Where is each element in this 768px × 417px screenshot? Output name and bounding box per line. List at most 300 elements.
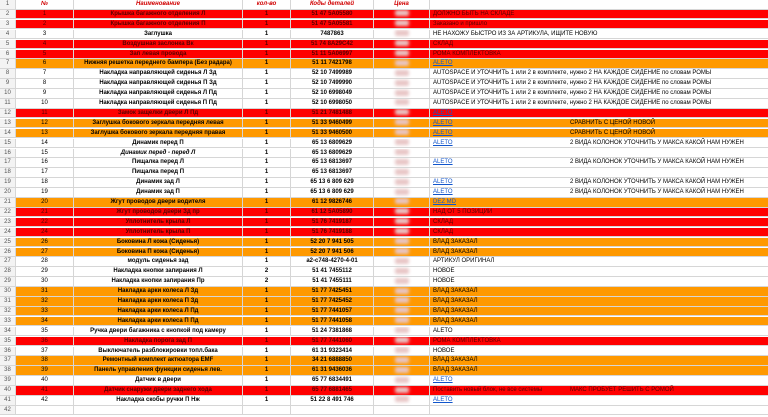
- cell-number[interactable]: 13: [16, 129, 74, 139]
- cell-price[interactable]: [374, 10, 430, 20]
- row-number[interactable]: 20: [0, 188, 16, 198]
- cell-name[interactable]: Накладка арки колеса Л Пд: [74, 307, 243, 317]
- row-number[interactable]: 14: [0, 129, 16, 139]
- cell-qty[interactable]: 1: [243, 99, 291, 109]
- cell-price[interactable]: [374, 149, 430, 159]
- cell-note[interactable]: [430, 119, 768, 129]
- cell-number[interactable]: 33: [16, 307, 74, 317]
- cell-name[interactable]: Накладка арки колеса Л Зд: [74, 287, 243, 297]
- cell-note[interactable]: [430, 89, 768, 99]
- cell-code[interactable]: 52 20 7 941 506: [291, 248, 374, 258]
- cell-number[interactable]: 31: [16, 287, 74, 297]
- cell-code[interactable]: 61 12 5A05890: [291, 208, 374, 218]
- cell-code[interactable]: 51 47 5A05581: [291, 20, 374, 30]
- cell-code[interactable]: 52 20 7 941 505: [291, 238, 374, 248]
- cell-qty[interactable]: 1: [243, 317, 291, 327]
- cell-number[interactable]: 14: [16, 139, 74, 149]
- cell-code[interactable]: 52 10 6998050: [291, 99, 374, 109]
- row-number[interactable]: 21: [0, 198, 16, 208]
- cell-code[interactable]: 51 77 7425451: [291, 287, 374, 297]
- cell-number[interactable]: 5: [16, 50, 74, 60]
- cell-note[interactable]: [430, 69, 768, 79]
- row-number[interactable]: 31: [0, 297, 16, 307]
- cell-price[interactable]: [374, 119, 430, 129]
- cell-number[interactable]: 29: [16, 267, 74, 277]
- cell-name[interactable]: Накладка направляющей сиденья П Зд: [74, 79, 243, 89]
- row-number[interactable]: 29: [0, 277, 16, 287]
- cell-code[interactable]: 51 33 9460499: [291, 119, 374, 129]
- cell-number[interactable]: 24: [16, 228, 74, 238]
- cell-number[interactable]: 12: [16, 119, 74, 129]
- cell-qty[interactable]: 1: [243, 347, 291, 357]
- cell-number[interactable]: 26: [16, 238, 74, 248]
- cell-number[interactable]: 4: [16, 40, 74, 50]
- cell-number[interactable]: 22: [16, 218, 74, 228]
- cell-name[interactable]: Накладка направляющей сиденья П Пд: [74, 99, 243, 109]
- row-number[interactable]: 11: [0, 99, 16, 109]
- cell-price[interactable]: [374, 139, 430, 149]
- cell-number[interactable]: 3: [16, 30, 74, 40]
- cell-qty[interactable]: 1: [243, 327, 291, 337]
- cell-number[interactable]: 6: [16, 59, 74, 69]
- cell-price[interactable]: [374, 188, 430, 198]
- cell-code[interactable]: 34 21 6888850: [291, 356, 374, 366]
- cell-qty[interactable]: 1: [243, 307, 291, 317]
- cell-name[interactable]: Воздушная заслонка Вк: [74, 40, 243, 50]
- row-number[interactable]: 26: [0, 248, 16, 258]
- cell-note[interactable]: [430, 59, 768, 69]
- note-link[interactable]: ALETO: [433, 60, 453, 67]
- cell-number[interactable]: 40: [16, 376, 74, 386]
- cell-code[interactable]: 51 33 9460500: [291, 129, 374, 139]
- cell-note[interactable]: [430, 366, 768, 376]
- cell-price[interactable]: [374, 30, 430, 40]
- cell-number[interactable]: 32: [16, 297, 74, 307]
- row-number[interactable]: 19: [0, 178, 16, 188]
- note-link[interactable]: ALETO: [433, 109, 453, 116]
- cell-price[interactable]: [374, 50, 430, 60]
- cell-price[interactable]: [374, 257, 430, 267]
- cell-number[interactable]: 19: [16, 188, 74, 198]
- cell-code[interactable]: 65 13 6809629: [291, 139, 374, 149]
- cell-note[interactable]: [430, 50, 768, 60]
- cell-qty[interactable]: 1: [243, 366, 291, 376]
- row-number[interactable]: 37: [0, 356, 16, 366]
- cell-number[interactable]: 28: [16, 257, 74, 267]
- cell-qty[interactable]: 1: [243, 158, 291, 168]
- cell-price[interactable]: [374, 158, 430, 168]
- cell-name[interactable]: Накладка кнопки запирания Л: [74, 267, 243, 277]
- cell-name[interactable]: Ремонтный комплект актюатора EMF: [74, 356, 243, 366]
- cell-code[interactable]: 51 74 8A29C42: [291, 40, 374, 50]
- cell-name[interactable]: Датчик в двери: [74, 376, 243, 386]
- row-number[interactable]: 40: [0, 386, 16, 396]
- cell-number[interactable]: 2: [16, 20, 74, 30]
- cell-code[interactable]: 61 31 9323414: [291, 347, 374, 357]
- cell-note[interactable]: [430, 307, 768, 317]
- cell-price[interactable]: [374, 396, 430, 406]
- cell-name[interactable]: Накладка направляющей сиденья Л Зд: [74, 69, 243, 79]
- cell-price[interactable]: [374, 297, 430, 307]
- cell-number[interactable]: 8: [16, 79, 74, 89]
- cell-number[interactable]: [16, 406, 74, 416]
- cell-note[interactable]: [430, 218, 768, 228]
- row-number[interactable]: 10: [0, 89, 16, 99]
- cell-name[interactable]: Боковина Л кожа (Сиденья): [74, 238, 243, 248]
- cell-name[interactable]: Пищалка перед Л: [74, 158, 243, 168]
- cell-price[interactable]: [374, 238, 430, 248]
- cell-qty[interactable]: 1: [243, 10, 291, 20]
- cell-qty[interactable]: 1: [243, 228, 291, 238]
- cell-qty[interactable]: 2: [243, 267, 291, 277]
- cell-note[interactable]: [430, 396, 768, 406]
- cell-note[interactable]: [430, 158, 768, 168]
- cell-price[interactable]: [374, 347, 430, 357]
- cell-note[interactable]: [430, 40, 768, 50]
- cell-name[interactable]: Накладка порога зад П: [74, 337, 243, 347]
- cell-qty[interactable]: 1: [243, 79, 291, 89]
- cell-qty[interactable]: 1: [243, 386, 291, 396]
- cell-qty[interactable]: 1: [243, 129, 291, 139]
- cell-number[interactable]: 1: [16, 10, 74, 20]
- cell-note[interactable]: [430, 257, 768, 267]
- cell-name[interactable]: Динамик перед - перед Л: [74, 149, 243, 159]
- cell-code[interactable]: 65 13 6813697: [291, 158, 374, 168]
- cell-qty[interactable]: 1: [243, 59, 291, 69]
- cell-code[interactable]: 51 77 7425452: [291, 297, 374, 307]
- cell-note[interactable]: [430, 188, 768, 198]
- cell-note[interactable]: [430, 337, 768, 347]
- cell-name[interactable]: Жгут проводов двери Зд пр: [74, 208, 243, 218]
- cell-number[interactable]: 35: [16, 327, 74, 337]
- row-number[interactable]: 23: [0, 218, 16, 228]
- cell-number[interactable]: 18: [16, 178, 74, 188]
- cell-price[interactable]: [374, 40, 430, 50]
- cell-code[interactable]: 51 11 7421798: [291, 59, 374, 69]
- cell-qty[interactable]: 1: [243, 119, 291, 129]
- cell-price[interactable]: [374, 208, 430, 218]
- cell-qty[interactable]: 1: [243, 356, 291, 366]
- cell-number[interactable]: 20: [16, 198, 74, 208]
- cell-name[interactable]: Заглушка бокового зеркала передняя левая: [74, 119, 243, 129]
- cell-code[interactable]: 51 22 8 491 746: [291, 396, 374, 406]
- cell-price[interactable]: [374, 307, 430, 317]
- note-link[interactable]: ALETO: [433, 397, 453, 403]
- note-link[interactable]: ALETO: [433, 159, 453, 166]
- cell-name[interactable]: Накладка арки колеса П Зд: [74, 297, 243, 307]
- cell-qty[interactable]: 1: [243, 40, 291, 50]
- row-number[interactable]: 38: [0, 366, 16, 376]
- cell-name[interactable]: Динамик перед П: [74, 139, 243, 149]
- note-link[interactable]: ALETO: [433, 139, 453, 146]
- cell-qty[interactable]: 1: [243, 168, 291, 178]
- cell-number[interactable]: 30: [16, 277, 74, 287]
- cell-code[interactable]: [291, 406, 374, 416]
- cell-name[interactable]: Накладка направляющей сиденья Л Пд: [74, 89, 243, 99]
- cell-price[interactable]: [374, 109, 430, 119]
- row-number[interactable]: 8: [0, 69, 16, 79]
- cell-qty[interactable]: 1: [243, 89, 291, 99]
- cell-price[interactable]: [374, 198, 430, 208]
- cell-code[interactable]: 52 10 6998049: [291, 89, 374, 99]
- cell-number[interactable]: 36: [16, 337, 74, 347]
- cell-number[interactable]: 11: [16, 109, 74, 119]
- cell-price[interactable]: [374, 99, 430, 109]
- cell-number[interactable]: 10: [16, 99, 74, 109]
- cell-price[interactable]: [374, 59, 430, 69]
- row-number[interactable]: 24: [0, 228, 16, 238]
- cell-note[interactable]: [430, 356, 768, 366]
- cell-note[interactable]: [430, 347, 768, 357]
- cell-price[interactable]: [374, 406, 430, 416]
- cell-name[interactable]: Динамик зад П: [74, 188, 243, 198]
- cell-qty[interactable]: 1: [243, 50, 291, 60]
- cell-name[interactable]: модуль сиденья зад: [74, 257, 243, 267]
- cell-name[interactable]: Жгут проводов двери водителя: [74, 198, 243, 208]
- cell-name[interactable]: [74, 406, 243, 416]
- header-qty[interactable]: кол-во: [243, 0, 291, 10]
- row-number[interactable]: 13: [0, 119, 16, 129]
- row-number[interactable]: 33: [0, 317, 16, 327]
- cell-code[interactable]: 65 77 6834491: [291, 376, 374, 386]
- row-number[interactable]: 18: [0, 168, 16, 178]
- row-number[interactable]: 41: [0, 396, 16, 406]
- cell-price[interactable]: [374, 89, 430, 99]
- cell-code[interactable]: 51 41 7455111: [291, 277, 374, 287]
- cell-note[interactable]: [430, 139, 768, 149]
- cell-number[interactable]: 16: [16, 158, 74, 168]
- cell-name[interactable]: Заглушка: [74, 30, 243, 40]
- cell-name[interactable]: Замок защелки двери Л Пд: [74, 109, 243, 119]
- cell-code[interactable]: 52 10 7499989: [291, 69, 374, 79]
- row-number[interactable]: 3: [0, 20, 16, 30]
- cell-code[interactable]: 61 31 9436036: [291, 366, 374, 376]
- cell-qty[interactable]: 1: [243, 396, 291, 406]
- cell-name[interactable]: Нижняя решетка переднего бампера (Без радара): [74, 59, 243, 69]
- cell-code[interactable]: 65 13 6809629: [291, 149, 374, 159]
- cell-price[interactable]: [374, 337, 430, 347]
- cell-name[interactable]: Накладка арки колеса П Пд: [74, 317, 243, 327]
- cell-price[interactable]: [374, 356, 430, 366]
- cell-qty[interactable]: 1: [243, 139, 291, 149]
- row-number[interactable]: 12: [0, 109, 16, 119]
- cell-code[interactable]: 51 47 5A05580: [291, 10, 374, 20]
- row-number[interactable]: 7: [0, 59, 16, 69]
- cell-code[interactable]: 51 76 7419188: [291, 228, 374, 238]
- cell-code[interactable]: 51 11 5A06997: [291, 50, 374, 60]
- cell-qty[interactable]: 1: [243, 109, 291, 119]
- cell-name[interactable]: Зап левая провода: [74, 50, 243, 60]
- cell-code[interactable]: 61 12 9826746: [291, 198, 374, 208]
- cell-name[interactable]: Крышка багажного отделения Л: [74, 10, 243, 20]
- cell-name[interactable]: Крышка багажного отделения П: [74, 20, 243, 30]
- header-number[interactable]: №: [16, 0, 74, 10]
- row-number[interactable]: 5: [0, 40, 16, 50]
- cell-note[interactable]: [430, 149, 768, 159]
- cell-note[interactable]: [430, 267, 768, 277]
- cell-qty[interactable]: 1: [243, 257, 291, 267]
- row-number[interactable]: 42: [0, 406, 16, 416]
- cell-note[interactable]: [430, 10, 768, 20]
- row-number[interactable]: 39: [0, 376, 16, 386]
- cell-qty[interactable]: 1: [243, 188, 291, 198]
- note-link[interactable]: ALETO: [433, 129, 453, 136]
- row-number[interactable]: 17: [0, 158, 16, 168]
- cell-price[interactable]: [374, 317, 430, 327]
- cell-name[interactable]: Пищалка перед П: [74, 168, 243, 178]
- cell-note[interactable]: [430, 376, 768, 386]
- cell-code[interactable]: 51 24 7381868: [291, 327, 374, 337]
- cell-code[interactable]: 52 10 7499990: [291, 79, 374, 89]
- cell-name[interactable]: Боковина П кожа (Сиденья): [74, 248, 243, 258]
- cell-note[interactable]: [430, 317, 768, 327]
- cell-qty[interactable]: 1: [243, 218, 291, 228]
- cell-price[interactable]: [374, 218, 430, 228]
- row-number[interactable]: 30: [0, 287, 16, 297]
- cell-note[interactable]: [430, 287, 768, 297]
- cell-code[interactable]: 65 13 6 809 629: [291, 188, 374, 198]
- note-link[interactable]: ALETO: [433, 377, 453, 384]
- cell-price[interactable]: [374, 248, 430, 258]
- cell-price[interactable]: [374, 228, 430, 238]
- cell-note[interactable]: [430, 327, 768, 337]
- cell-qty[interactable]: 1: [243, 149, 291, 159]
- header-note[interactable]: [430, 0, 768, 10]
- cell-number[interactable]: 37: [16, 347, 74, 357]
- cell-note[interactable]: [430, 198, 768, 208]
- cell-price[interactable]: [374, 168, 430, 178]
- cell-number[interactable]: 27: [16, 248, 74, 258]
- cell-name[interactable]: Накладка кнопки запирания Пр: [74, 277, 243, 287]
- row-number[interactable]: 22: [0, 208, 16, 218]
- row-number[interactable]: 6: [0, 50, 16, 60]
- cell-qty[interactable]: 1: [243, 376, 291, 386]
- row-number[interactable]: 1: [0, 0, 16, 10]
- cell-qty[interactable]: 1: [243, 69, 291, 79]
- cell-qty[interactable]: 1: [243, 238, 291, 248]
- cell-note[interactable]: [430, 20, 768, 30]
- cell-price[interactable]: [374, 267, 430, 277]
- row-number[interactable]: 34: [0, 327, 16, 337]
- row-number[interactable]: 15: [0, 139, 16, 149]
- cell-number[interactable]: 41: [16, 386, 74, 396]
- cell-code[interactable]: 51 76 7419187: [291, 218, 374, 228]
- note-link[interactable]: DEZ MD: [433, 199, 456, 205]
- cell-note[interactable]: [430, 228, 768, 238]
- cell-note[interactable]: [430, 277, 768, 287]
- cell-qty[interactable]: 1: [243, 297, 291, 307]
- cell-note[interactable]: [430, 129, 768, 139]
- cell-price[interactable]: [374, 277, 430, 287]
- cell-name[interactable]: Выключатель разблокировки топл.бака: [74, 347, 243, 357]
- cell-price[interactable]: [374, 386, 430, 396]
- cell-qty[interactable]: [243, 406, 291, 416]
- cell-number[interactable]: 17: [16, 168, 74, 178]
- note-link[interactable]: ALETO: [433, 179, 453, 186]
- cell-number[interactable]: 9: [16, 89, 74, 99]
- cell-price[interactable]: [374, 79, 430, 89]
- cell-code[interactable]: 65 77 6881465: [291, 386, 374, 396]
- cell-code[interactable]: 65 13 6813697: [291, 168, 374, 178]
- cell-price[interactable]: [374, 366, 430, 376]
- note-link[interactable]: ALETO: [433, 119, 453, 126]
- cell-name[interactable]: Уплотнитель крыла Л: [74, 218, 243, 228]
- cell-qty[interactable]: 1: [243, 208, 291, 218]
- cell-number[interactable]: 34: [16, 317, 74, 327]
- cell-note[interactable]: [430, 406, 768, 416]
- row-number[interactable]: 32: [0, 307, 16, 317]
- cell-name[interactable]: Динамик зад Л: [74, 178, 243, 188]
- row-number[interactable]: 35: [0, 337, 16, 347]
- row-number[interactable]: 25: [0, 238, 16, 248]
- cell-price[interactable]: [374, 69, 430, 79]
- cell-price[interactable]: [374, 287, 430, 297]
- row-number[interactable]: 28: [0, 267, 16, 277]
- cell-price[interactable]: [374, 20, 430, 30]
- row-number[interactable]: 36: [0, 347, 16, 357]
- header-code[interactable]: Коды деталей: [291, 0, 374, 10]
- cell-qty[interactable]: 1: [243, 198, 291, 208]
- cell-qty[interactable]: 1: [243, 178, 291, 188]
- cell-number[interactable]: 39: [16, 366, 74, 376]
- cell-price[interactable]: [374, 178, 430, 188]
- row-number[interactable]: 16: [0, 149, 16, 159]
- cell-number[interactable]: 38: [16, 356, 74, 366]
- cell-note[interactable]: [430, 109, 768, 119]
- cell-name[interactable]: Датчик снаружи двери заднего хода: [74, 386, 243, 396]
- cell-code[interactable]: 51 77 7441058: [291, 317, 374, 327]
- row-number[interactable]: 9: [0, 79, 16, 89]
- cell-price[interactable]: [374, 327, 430, 337]
- cell-qty[interactable]: 1: [243, 30, 291, 40]
- cell-code[interactable]: 65 13 6 809 629: [291, 178, 374, 188]
- cell-note[interactable]: [430, 248, 768, 258]
- header-price[interactable]: Цена: [374, 0, 430, 10]
- cell-code[interactable]: 51 21 7481488: [291, 109, 374, 119]
- cell-note[interactable]: [430, 30, 768, 40]
- cell-code[interactable]: 51 41 7455112: [291, 267, 374, 277]
- cell-name[interactable]: Ручка двери багажника с кнопкой под камеру: [74, 327, 243, 337]
- cell-qty[interactable]: 1: [243, 287, 291, 297]
- header-name[interactable]: Наименование: [74, 0, 243, 10]
- cell-qty[interactable]: 1: [243, 248, 291, 258]
- cell-number[interactable]: 42: [16, 396, 74, 406]
- cell-price[interactable]: [374, 376, 430, 386]
- cell-name[interactable]: Заглушка бокового зеркала передняя правая: [74, 129, 243, 139]
- cell-qty[interactable]: 1: [243, 337, 291, 347]
- cell-note[interactable]: [430, 168, 768, 178]
- cell-note[interactable]: [430, 99, 768, 109]
- cell-note[interactable]: [430, 79, 768, 89]
- cell-qty[interactable]: 2: [243, 277, 291, 287]
- cell-code[interactable]: 51 77 7441057: [291, 307, 374, 317]
- cell-code[interactable]: 7487863: [291, 30, 374, 40]
- cell-name[interactable]: Накладка скобы ручки П Нж: [74, 396, 243, 406]
- row-number[interactable]: 4: [0, 30, 16, 40]
- cell-code[interactable]: a2-c748-4270-4-01: [291, 257, 374, 267]
- cell-name[interactable]: Панель управления функции сиденья лев.: [74, 366, 243, 376]
- cell-note[interactable]: [430, 208, 768, 218]
- cell-qty[interactable]: 1: [243, 20, 291, 30]
- row-number[interactable]: 2: [0, 10, 16, 20]
- cell-price[interactable]: [374, 129, 430, 139]
- cell-note[interactable]: [430, 238, 768, 248]
- cell-note[interactable]: [430, 297, 768, 307]
- cell-note[interactable]: [430, 178, 768, 188]
- cell-number[interactable]: 7: [16, 69, 74, 79]
- cell-code[interactable]: 51 77 7441060: [291, 337, 374, 347]
- cell-number[interactable]: 21: [16, 208, 74, 218]
